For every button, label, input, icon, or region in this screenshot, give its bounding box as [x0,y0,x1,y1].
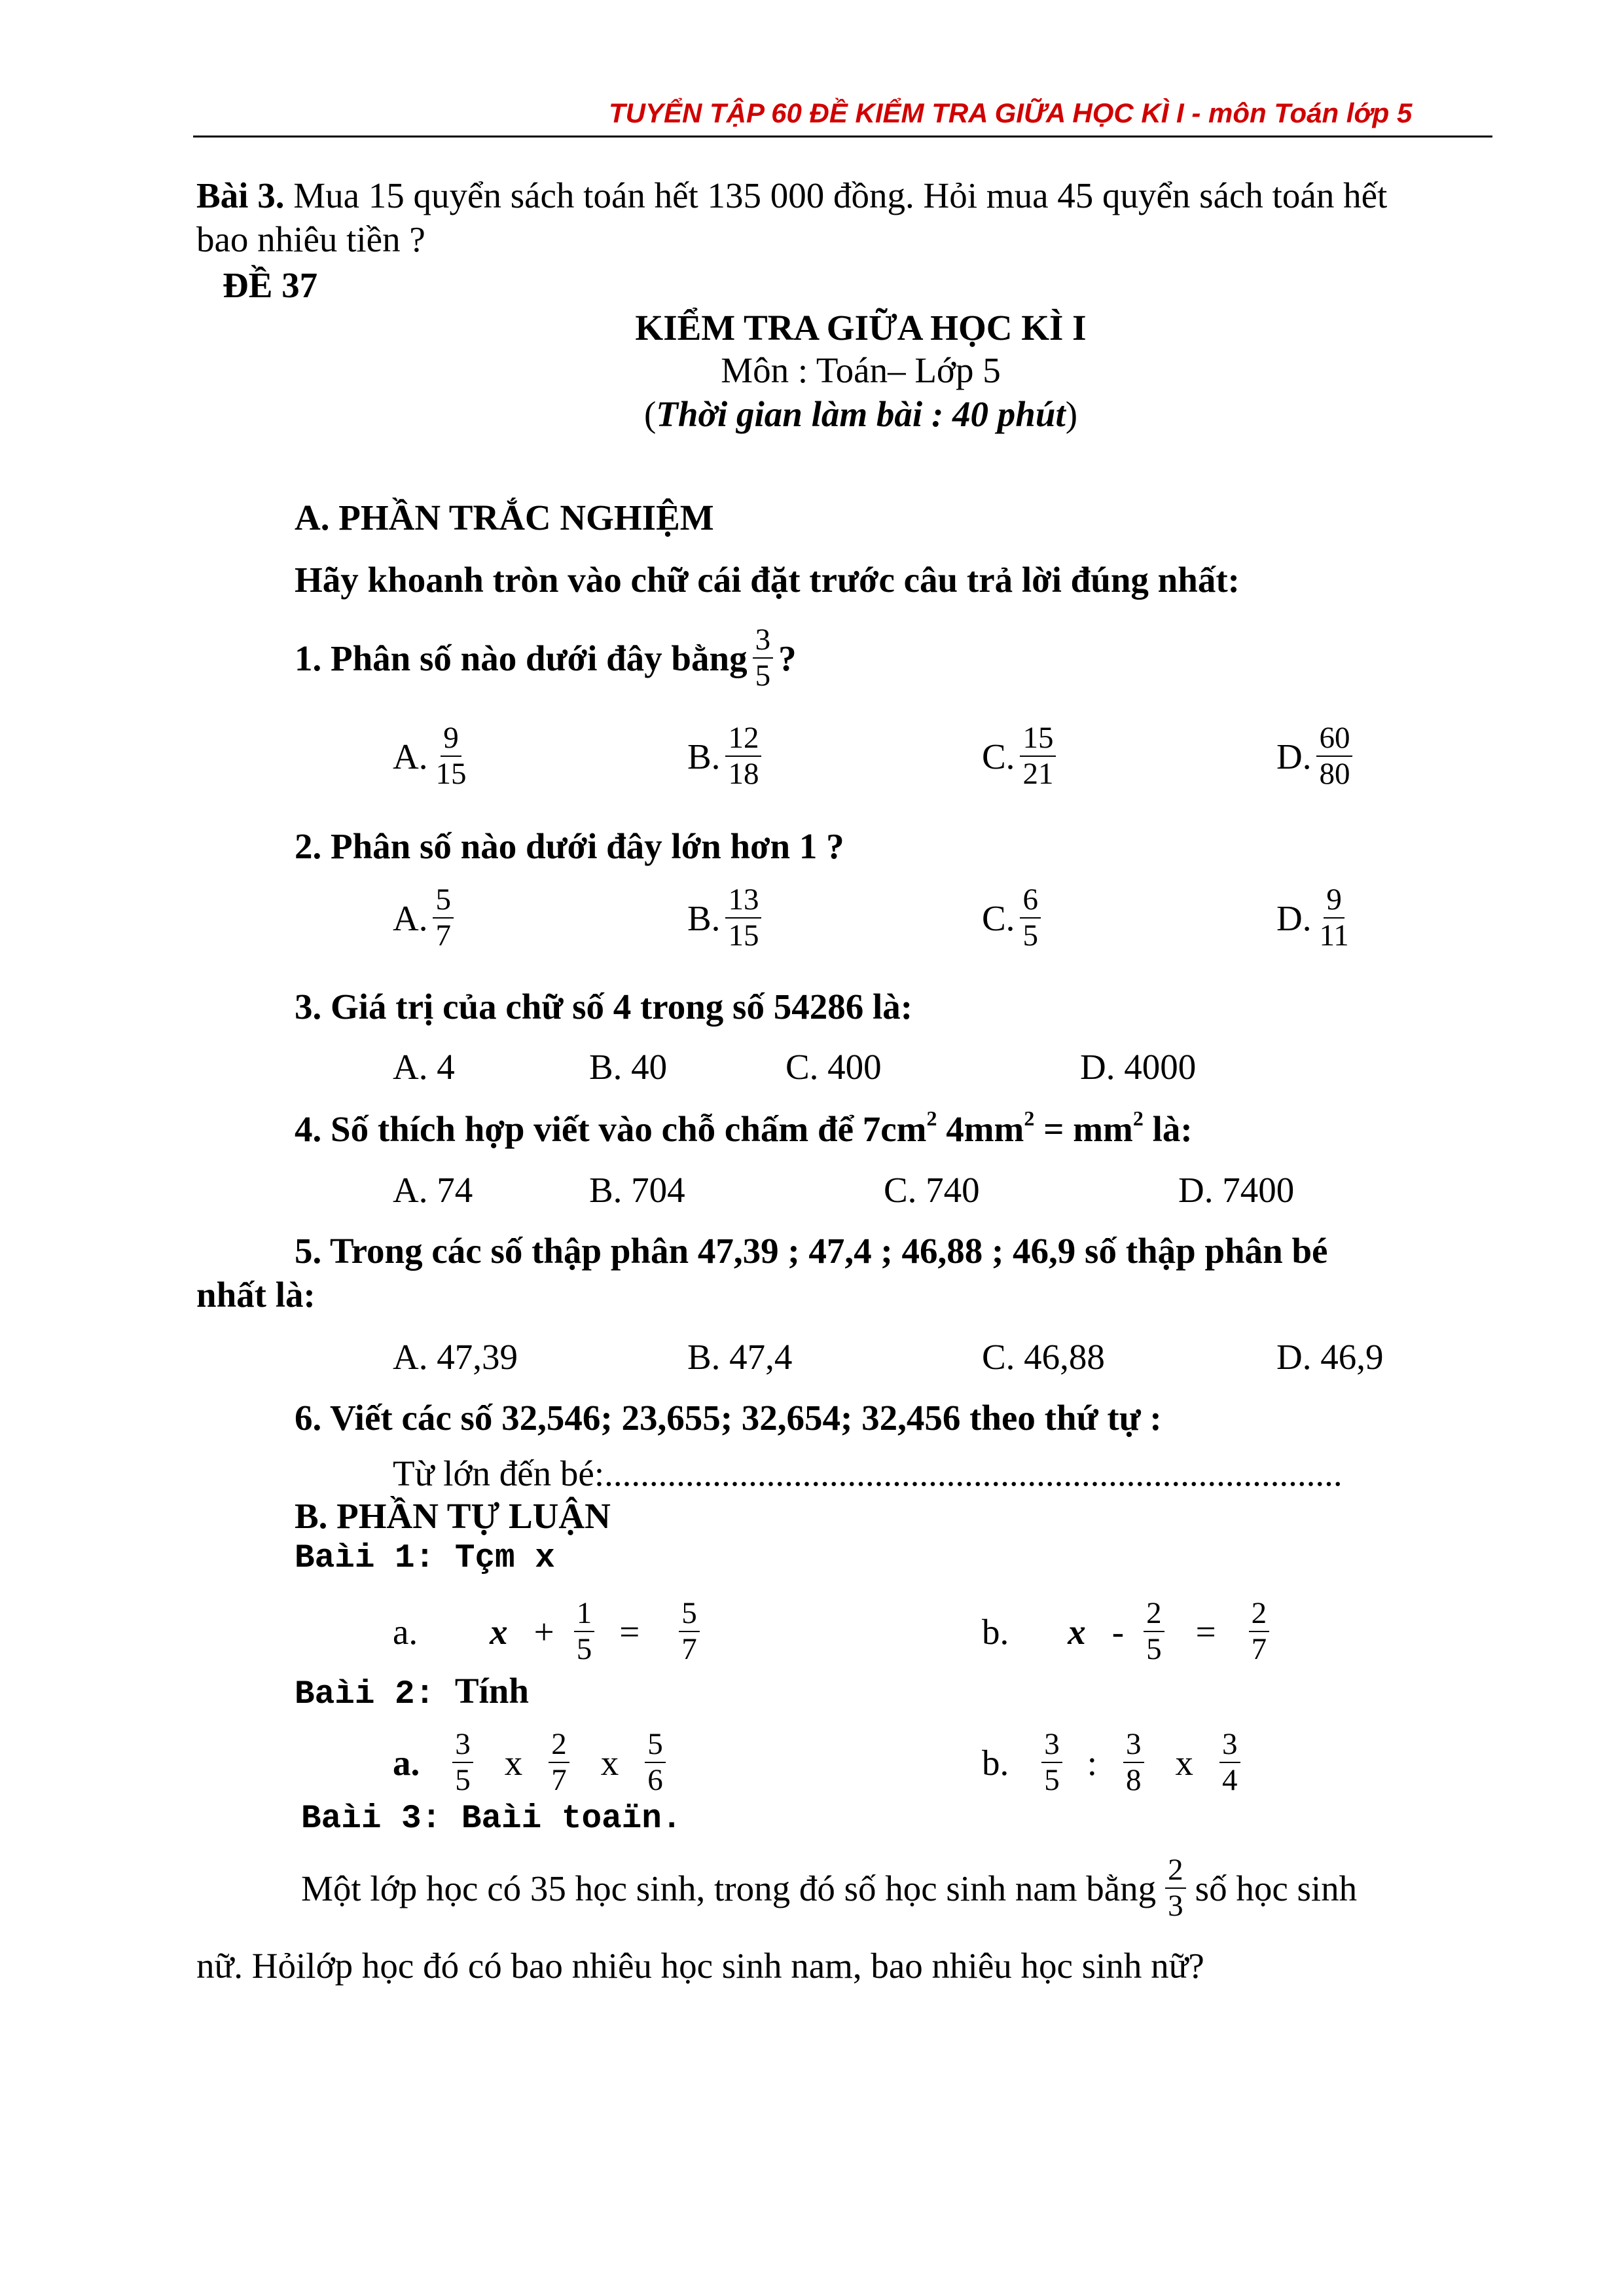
header-rule [193,136,1492,137]
prev-problem-text: Mua 15 quyển sách toán hết 135 000 đồng. Hỏi mua 45 quyển sách toán hết [293,175,1388,215]
q2-option-d[interactable]: D. $\frac{9}{11}$ [1276,883,1349,953]
q1-option-a[interactable]: A. $\frac{9}{15}$ [393,721,467,792]
exam-time-open: ( [643,394,657,434]
question-5-line2: nhất là: [196,1275,316,1315]
page-header-title: TUYỂN TẬP 60 ĐỀ KIỂM TRA GIỮA HỌC KÌ I - môn Toán lớp 5 [609,98,1413,128]
question-1-fraction: $\frac{3}{5}$ [753,624,774,693]
bai3-line2: nữ. Hỏilớp học đó có bao nhiêu học sinh nam, bao nhiêu học sinh nữ? [196,1946,1204,1986]
q2-option-b[interactable]: B. $\frac{13}{15}$ [687,884,767,953]
q3-option-b[interactable]: B. 40 [589,1047,668,1087]
exam-time-close: ) [1065,394,1078,434]
bai1-part-a: a. x + $\frac{1}{5}$ = $\frac{5}{7}$ [393,1597,705,1666]
variable-x: x [1068,1611,1086,1652]
prev-problem-line1 [196,174,1387,217]
part-b-heading: B. PHẦN TỰ LUẬN [295,1496,611,1536]
question-6-text: 6. Viết các số 32,546; 23,655; 32,654; 32,456 theo thứ tự : [295,1398,1162,1438]
exam-subject: Môn : Toán– Lớp 5 [721,350,1001,390]
q4-option-a[interactable]: A. 74 [393,1170,473,1210]
q4-option-d[interactable]: D. 7400 [1178,1170,1295,1210]
q3-option-d[interactable]: D. 4000 [1080,1047,1197,1087]
bai3-line1: Một lớp học có 35 học sinh, trong đó số học sinh nam bằng $\frac{2}{3}$ số học sinh [301,1853,1358,1923]
bai2-part-a: a. $\frac{3}{5}$ x $\frac{2}{7}$ x $\frac{5}{6}$ [393,1728,671,1797]
q1-option-b[interactable]: B. $\frac{12}{18}$ [687,722,767,791]
question-1-text: 1. Phân số nào dưới đây bằng [295,638,748,678]
question-1-end: ? [778,638,797,678]
bai1-title: Baìi 1: Tçm x [295,1540,555,1577]
question-4-text: 4. Số thích hợp viết vào chỗ chấm để $7cm^2$ $4mm^2 = mm^2$ là: [295,1106,1193,1149]
part-a-heading: A. PHẦN TRẮC NGHIỆM [295,498,714,538]
q6-answer-line[interactable]: Từ lớn đến bé:.................................................................................. [393,1453,1343,1493]
question-1 [295,624,797,693]
variable-x: x [490,1611,508,1652]
prev-problem-line2: bao nhiêu tiền ? [196,219,425,259]
bai2-title: Baìi 2: Tính [295,1671,529,1713]
exam-code: ĐỀ 37 [223,265,318,305]
q1-option-c[interactable]: C. $\frac{15}{21}$ [982,722,1061,791]
q5-option-b[interactable]: B. 47,4 [687,1337,793,1377]
question-3-text: 3. Giá trị của chữ số 4 trong số 54286 là: [295,987,913,1027]
exam-title: KIỂM TRA GIỮA HỌC KÌ I [635,308,1087,348]
q1-option-d[interactable]: D. $\frac{60}{80}$ [1276,722,1358,791]
bai1-part-b: b. x - $\frac{2}{5}$ = $\frac{2}{7}$ [982,1597,1274,1666]
q3-option-a[interactable]: A. 4 [393,1047,455,1087]
bai3-title: Baìi 3: Baìi toaïn. [301,1800,682,1838]
bai2-part-b: b. $\frac{3}{5}$ : $\frac{3}{8}$ x $\frac{3}{4}$ [982,1728,1246,1797]
exam-time-text: Thời gian làm bài : 40 phút [656,394,1066,434]
q5-option-a[interactable]: A. 47,39 [393,1337,518,1377]
q4-option-c[interactable]: C. 740 [884,1170,980,1210]
q5-option-c[interactable]: C. 46,88 [982,1337,1105,1377]
q5-option-d[interactable]: D. 46,9 [1276,1337,1384,1377]
q4-option-b[interactable]: B. 704 [589,1170,685,1210]
q2-option-a[interactable]: A. $\frac{5}{7}$ [393,884,459,953]
prev-problem-label: Bài 3. [196,175,285,215]
part-a-instruction: Hãy khoanh tròn vào chữ cái đặt trước câu trả lời đúng nhất: [295,560,1240,600]
q2-option-c[interactable]: C. $\frac{6}{5}$ [982,884,1046,953]
question-2-text: 2. Phân số nào dưới đây lớn hơn 1 ? [295,826,844,866]
exam-time [0,393,1624,436]
question-5-line1: 5. Trong các số thập phân 47,39 ; 47,4 ; 46,88 ; 46,9 số thập phân bé [295,1231,1328,1271]
q3-option-c[interactable]: C. 400 [785,1047,882,1087]
